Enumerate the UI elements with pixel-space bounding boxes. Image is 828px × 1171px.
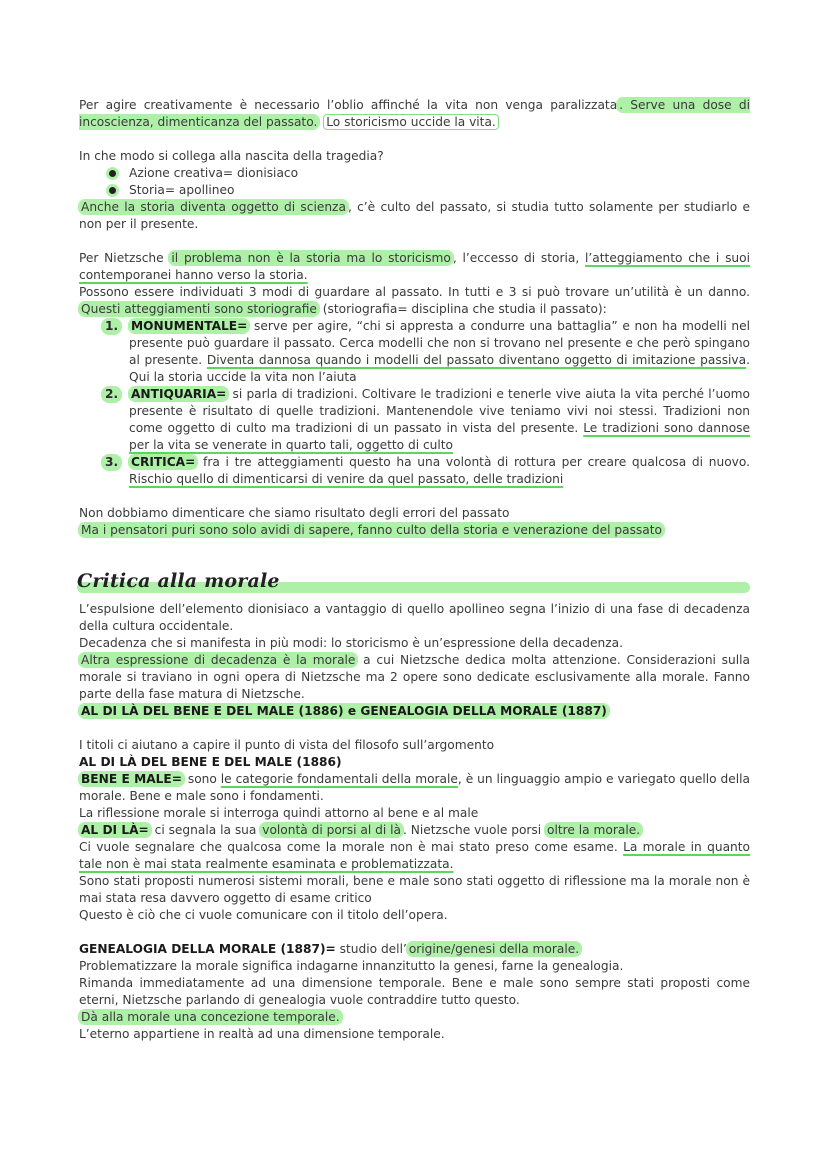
paragraph-concezione [79,1009,750,1026]
text: (storiografia= disciplina che studia il passato): [318,302,607,316]
highlight: Altra espressione di decadenza è la morale [81,653,356,667]
underlined-text: La morale in quanto tale non è mai stata realmente esaminata e problematizzata. [79,840,750,871]
highlight: Dà alla morale una concezione temporale. [81,1010,340,1024]
text: a cui Nietzsche dedica molta attenzione. Considerazioni sulla morale si traviano in ogni opera di Nietzsche ma 2 opere sono dedicate esclusivamente alla morale. Fanno parte della fase matura di Nietzsche. [79,653,750,701]
text: studio dell’ [335,942,407,956]
list-item-antiquaria [101,386,750,454]
text: , l’eccesso di storia, [452,251,586,265]
highlight: volontà di porsi al di là [262,823,401,837]
paragraph-problematizzare: Problematizzare la morale significa indagarne innanzitutto la genesi, farne la genealogia. [79,959,624,973]
paragraph-pensatori [79,522,750,539]
paragraph-genealogia [79,941,750,958]
bullet-list [79,165,750,199]
paragraph-oblio [79,97,750,131]
item-title: MONUMENTALE= [131,319,248,333]
paragraph-rimanda: Rimanda immediatamente ad una dimensione temporale. Bene e male sono sempre stati proposti come eterni, Nietzsche parlando di genealogia vuole contraddire tutto questo. [79,976,750,1007]
underlined-text: Le tradizioni sono dannose per la vita se venerate in quarto tali, oggetto di culto [129,421,750,452]
paragraph-titolo-opera: Questo è ciò che ci vuole comunicare con il titolo dell’opera. [79,908,448,922]
highlight: . Serve una dose di incoscienza, dimenticanza del passato. [79,98,751,129]
paragraph-riflessione: La riflessione morale si interroga quindi attorno al bene e al male [79,806,479,820]
notes-content [79,97,750,1043]
paragraph-errori: Non dobbiamo dimenticare che siamo risultato degli errori del passato [79,506,510,520]
paragraph-nietzsche [79,250,750,284]
text: ci segnala la sua [150,823,261,837]
paragraph-modi [79,284,750,318]
works-title [79,703,750,720]
text: , è un linguaggio ampio e variegato quello della morale. Bene e male sono i fondamenti. [79,772,750,803]
text: Possono essere individuati 3 modi di guardare al passato. In tutti e 3 si può trovare un’utilità è un danno. [79,285,750,299]
highlight: AL DI LÀ DEL BENE E DEL MALE (1886) e GENEALOGIA DELLA MORALE (1887) [81,704,607,718]
highlight: Questi atteggiamenti sono storiografie [81,302,317,316]
list-item-monumentale [101,318,750,386]
text: . Nietzsche vuole porsi [403,823,546,837]
text: si parla di tradizioni. Coltivare le tradizioni e tenerle vive aiuta la vita perché l’uomo presente è risultato di quelle tradizioni. Mantenendole vive teniamo vivi noi stessi. Tradizioni non come oggetto di culto ma tradizioni di un passato in vista del presente. [129,387,750,435]
paragraph-sistemi: Sono stati proposti numerosi sistemi morali, bene e male sono stati oggetto di riflessione ma la morale non è mai stata resa davvero oggetto di esame critico [79,874,750,905]
paragraph-decadenza: Decadenza che si manifesta in più modi: lo storicismo è un’espressione della decadenza. [79,636,623,650]
item-title: CRITICA= [131,455,196,469]
highlight: Anche la storia diventa oggetto di scienza [81,200,346,214]
item-number: 2. [101,386,122,403]
text: Per Nietzsche [79,251,170,265]
paragraph-al-di-la [79,822,750,839]
text: Per agire creativamente è necessario l’oblio affinché la vita non venga paralizzata [79,98,618,112]
paragraph-titoli: I titoli ci aiutano a capire il punto di vista del filosofo sull’argomento [79,738,495,752]
highlight: Ma i pensatori puri sono solo avidi di sapere, fanno culto della storia e venerazione del passato [81,523,662,537]
paragraph-eterno: L’eterno appartiene in realtà ad una dimensione temporale. [79,1027,445,1041]
term-label: AL DI LÀ= [81,823,149,837]
item-number: 3. [101,454,122,471]
term-label: GENEALOGIA DELLA MORALE (1887)= [79,942,336,956]
text: sono [183,772,221,786]
list-item: Azione creativa= dionisiaco [107,165,750,182]
underlined-text: Rischio quello di dimenticarsi di venire da quel passato, delle tradizioni [129,472,564,486]
paragraph-storia [79,199,750,233]
paragraph-bene-male [79,771,750,805]
underlined-text: Diventa dannosa quando i modelli del passato diventano oggetto di imitazione passiva [206,353,747,367]
subheading-al-di-la: AL DI LÀ DEL BENE E DEL MALE (1886) [79,755,342,769]
underlined-text: le categorie fondamentali della morale [220,772,458,786]
numbered-list [79,318,750,488]
term-label: BENE E MALE= [81,772,182,786]
section-title: Critica alla morale [77,570,280,592]
underlined-text: l’atteggiamento che i suoi contemporanei hanno verso la storia. [79,251,750,282]
text: , c’è culto del passato, si studia tutto solamente per studiarlo e non per il presente. [79,200,750,231]
question: In che modo si collega alla nascita della tragedia? [79,149,384,163]
highlight: oltre la morale. [547,823,641,837]
section-heading [77,570,750,597]
paragraph-segnalare [79,839,750,873]
paragraph-morale [79,652,750,703]
text: fra i tre atteggiamenti questo ha una volontà di rottura per creare qualcosa di nuovo. [197,455,750,469]
list-item: Storia= apollineo [107,182,750,199]
boxed-text: Lo storicismo uccide la vita. [323,114,499,130]
text: serve per agire, “chi si appresta a condurre una battaglia” e non ha modelli nel presente può guardare il passato. Cerca modelli che non si trovano nel presente e che però spingano al presente. [129,319,750,367]
item-number: 1. [101,318,122,335]
paragraph-espulsione: L’espulsione dell’elemento dionisiaco a vantaggio di quello apollineo segna l’inizio di una fase di decadenza della cultura occidentale. [79,602,750,633]
highlight: origine/genesi della morale. [408,942,580,956]
list-item-critica [101,454,750,488]
item-title: ANTIQUARIA= [131,387,227,401]
text: Ci vuole segnalare che qualcosa come la morale non è mai stato preso come esame. [79,840,624,854]
highlight: il problema non è la storia ma lo storicismo [171,251,451,265]
text: . Qui la storia uccide la vita non l’aiuta [129,353,750,384]
